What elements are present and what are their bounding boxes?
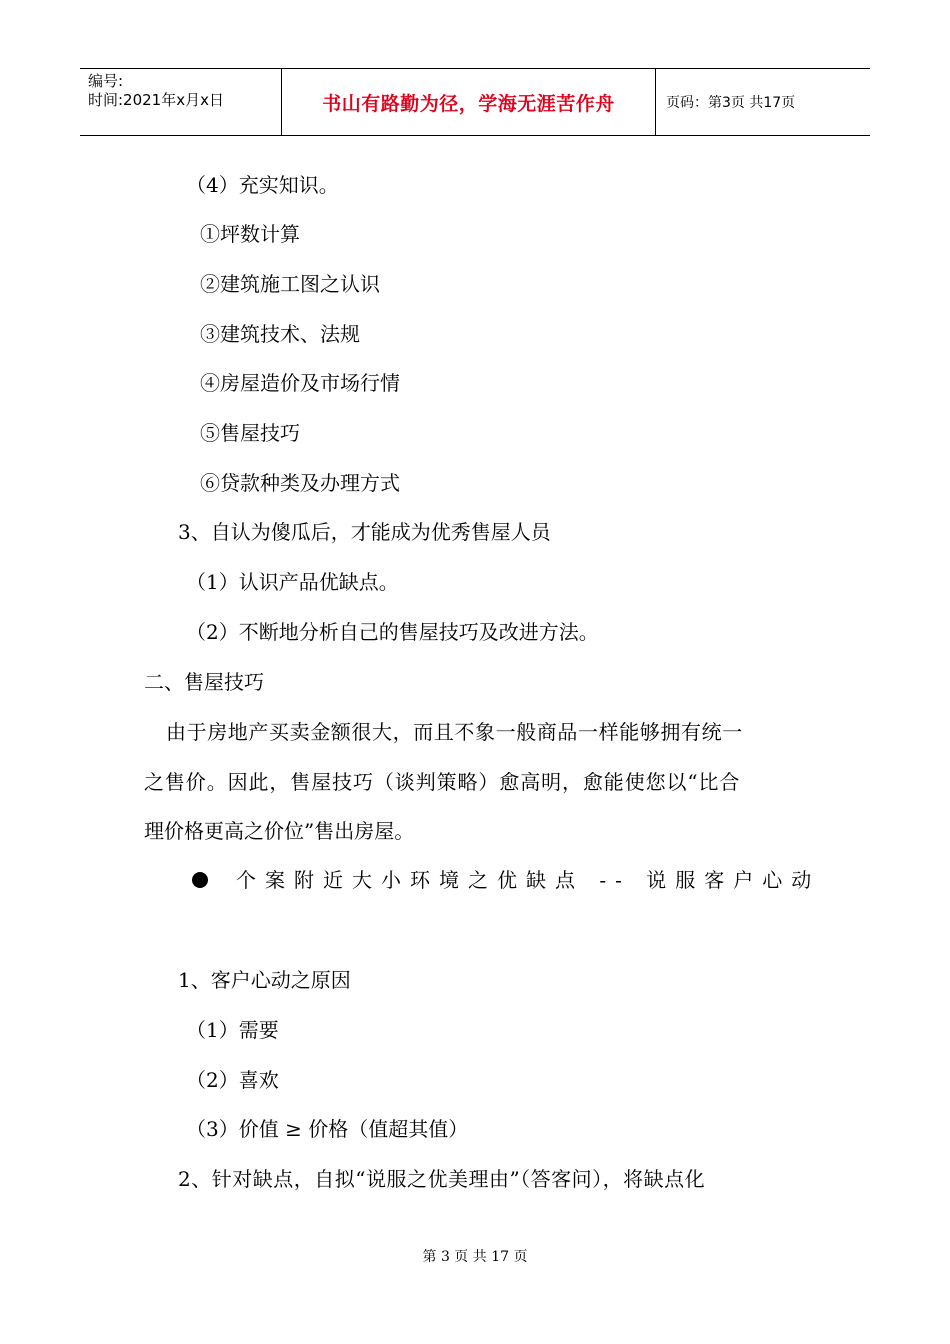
paragraph-line: 理价格更高之价位”售出房屋。 xyxy=(144,819,415,843)
paragraph-line: 由于房地产买卖金额很大，而且不象一般商品一样能够拥有统一 xyxy=(166,720,743,744)
section-1-heading: 1、客户心动之原因 xyxy=(178,968,351,992)
bullet-point xyxy=(192,866,821,894)
time-label: 时间:2021年x月x日 xyxy=(88,91,224,109)
list-item: ⑤售屋技巧 xyxy=(200,421,300,445)
motto: 书山有路勤为径，学海无涯苦作舟 xyxy=(322,92,615,115)
header-motto-cell xyxy=(282,69,656,135)
list-item: （1）认识产品优缺点。 xyxy=(186,570,399,594)
page-info: 页码：第3页 共17页 xyxy=(666,95,796,111)
list-item: （2）喜欢 xyxy=(186,1068,279,1092)
list-item: （2）不断地分析自己的售屋技巧及改进方法。 xyxy=(186,620,599,644)
bullet-icon xyxy=(192,872,208,888)
header-meta xyxy=(80,69,282,135)
chapter-heading: 二、售屋技巧 xyxy=(144,670,264,694)
list-item: ③建筑技术、法规 xyxy=(200,322,360,346)
bullet-text: 个案附近大小环境之优缺点 -- 说服客户心动 xyxy=(236,868,821,892)
list-item: ④房屋造价及市场行情 xyxy=(200,371,400,395)
list-item: （1）需要 xyxy=(186,1018,279,1042)
page-header xyxy=(80,68,870,136)
paragraph-line: 之售价。因此，售屋技巧（谈判策略）愈高明，愈能使您以“比合 xyxy=(144,770,741,794)
list-item: ⑥贷款种类及办理方式 xyxy=(200,471,400,495)
section-2-heading: 2、针对缺点，自拟“说服之优美理由”（答客问），将缺点化 xyxy=(178,1167,706,1191)
number-label: 编号: xyxy=(88,72,124,90)
list-item: ②建筑施工图之认识 xyxy=(200,272,380,296)
item-4-heading: （4）充实知识。 xyxy=(186,173,339,197)
list-item: （3）价值 ≥ 价格（值超其值） xyxy=(186,1117,469,1141)
section-3-heading: 3、自认为傻瓜后，才能成为优秀售屋人员 xyxy=(178,520,551,544)
header-page-info-cell xyxy=(656,69,870,135)
list-item: ①坪数计算 xyxy=(200,222,300,246)
page-footer: 第 3 页 共 17 页 xyxy=(422,1249,528,1265)
